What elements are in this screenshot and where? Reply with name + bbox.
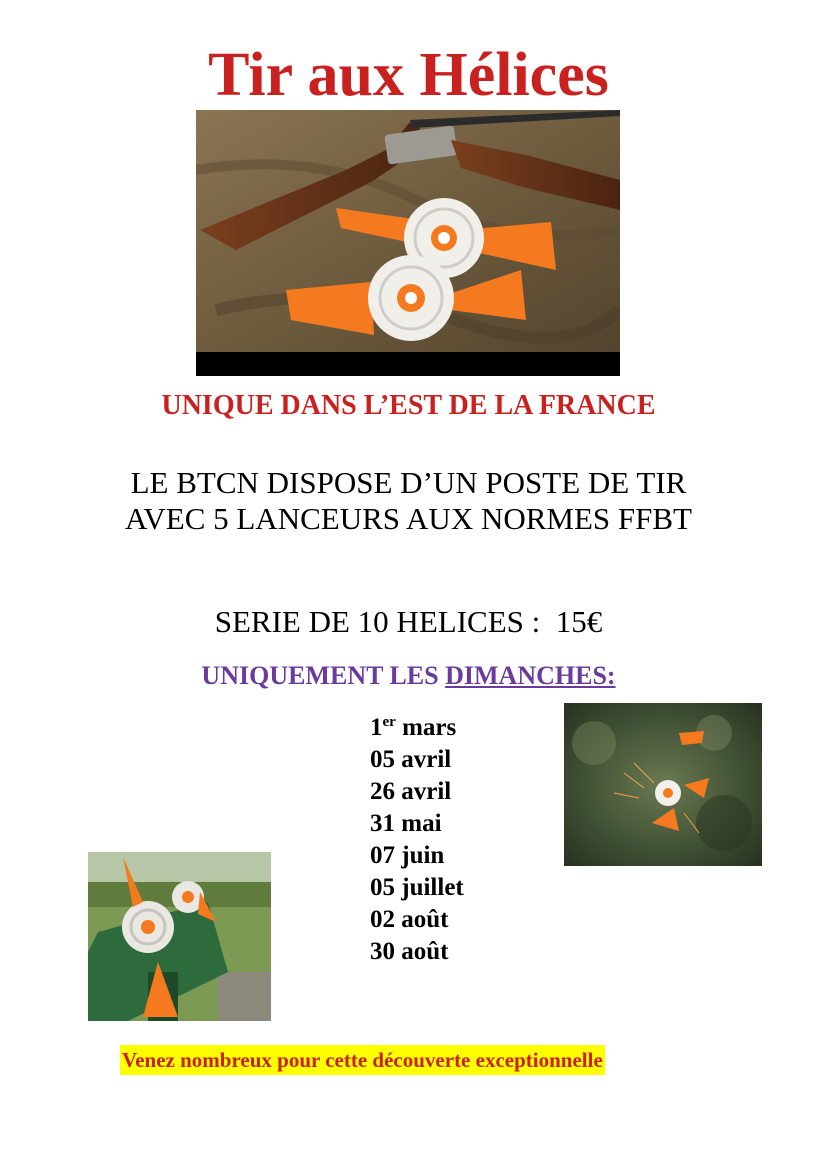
sundays-prefix: UNIQUEMENT LES — [201, 661, 446, 690]
page-title: Tir aux Hélices — [208, 41, 609, 109]
date-item: 02 août — [370, 906, 449, 933]
description — [0, 465, 817, 537]
date-item: 05 avril — [370, 746, 452, 773]
photo-shotgun-helice-targets — [196, 110, 620, 376]
price-line: SERIE DE 10 HELICES : 15€ — [214, 604, 603, 639]
sundays-highlight: DIMANCHES: — [445, 661, 616, 690]
description-line-1: LE BTCN DISPOSE D’UN POSTE DE TIR — [130, 465, 687, 500]
subtitle: UNIQUE DANS L’EST DE LA FRANCE — [161, 390, 656, 421]
date-item-first — [370, 712, 464, 744]
date-item: 07 juin — [370, 842, 445, 869]
footer-invitation: Venez nombreux pour cette découverte exceptionnelle — [120, 1045, 605, 1075]
date-list — [370, 712, 464, 968]
sundays-heading — [0, 660, 817, 692]
date-first-ordinal: er — [382, 714, 396, 730]
date-item: 30 août — [370, 938, 449, 965]
date-item: 26 avril — [370, 778, 452, 805]
date-item: 31 mai — [370, 810, 442, 837]
photo-helice-launcher — [88, 852, 271, 1021]
date-first-month: mars — [395, 714, 457, 741]
date-first-number: 1 — [370, 714, 383, 741]
description-line-2: AVEC 5 LANCEURS AUX NORMES FFBT — [124, 501, 692, 536]
date-item: 05 juillet — [370, 874, 464, 901]
photo-helice-being-shot — [564, 703, 762, 866]
